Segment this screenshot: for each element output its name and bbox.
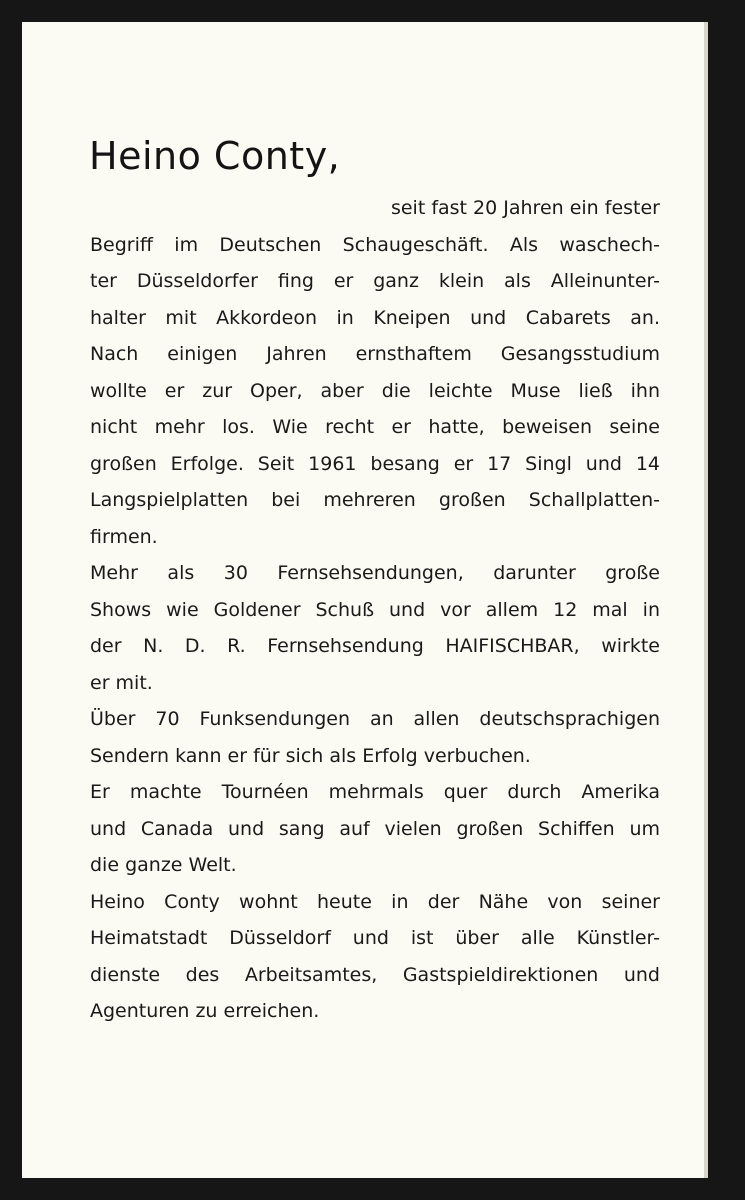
text-line: nicht mehr los. Wie recht er hatte, beweisen seine	[90, 416, 660, 438]
text-line: Über 70 Funksendungen an allen deutschsprachigen	[90, 708, 660, 730]
text-line: dienste des Arbeitsamtes, Gastspieldirektionen und	[90, 963, 660, 986]
biography-text	[90, 190, 660, 1030]
text-line: Langspielplatten bei mehreren großen Schallplatten-	[90, 489, 660, 511]
text-line: großen Erfolge. Seit 1961 besang er 17 Singl und 14	[90, 452, 660, 475]
text-line: Heimatstadt Düsseldorf und ist über alle Künstler-	[90, 927, 660, 949]
text-line: Er machte Tournéen mehrmals quer durch Amerika	[90, 781, 660, 803]
text-line: wollte er zur Oper, aber die leichte Muse ließ ihn	[90, 379, 660, 402]
text-line: die ganze Welt.	[90, 854, 237, 876]
text-line: seit fast 20 Jahren ein fester	[390, 197, 660, 219]
text-line: Nach einigen Jahren ernsthaftem Gesangsstudium	[90, 343, 660, 365]
text-line: Shows wie Goldener Schuß und vor allem 12 mal in	[90, 598, 660, 621]
text-line: Mehr als 30 Fernsehsendungen, darunter große	[90, 562, 660, 584]
text-line: Heino Conty wohnt heute in der Nähe von seiner	[90, 890, 660, 913]
text-line: er mit.	[90, 671, 153, 694]
text-line: halter mit Akkordeon in Kneipen und Cabarets an.	[90, 306, 660, 329]
text-line: Sendern kann er für sich als Erfolg verbuchen.	[90, 744, 531, 767]
text-line: Agenturen zu erreichen.	[90, 1000, 320, 1022]
text-line: Begriff im Deutschen Schaugeschäft. Als waschech-	[90, 233, 660, 256]
text-line: und Canada und sang auf vielen großen Schiffen um	[90, 817, 660, 840]
text-line: ter Düsseldorfer fing er ganz klein als Alleinunter-	[90, 270, 660, 292]
text-line: firmen.	[90, 525, 158, 548]
text-line: der N. D. R. Fernsehsendung HAIFISCHBAR, wirkte	[90, 635, 660, 657]
document-card	[22, 22, 708, 1178]
page-title: Heino Conty,	[89, 134, 341, 178]
